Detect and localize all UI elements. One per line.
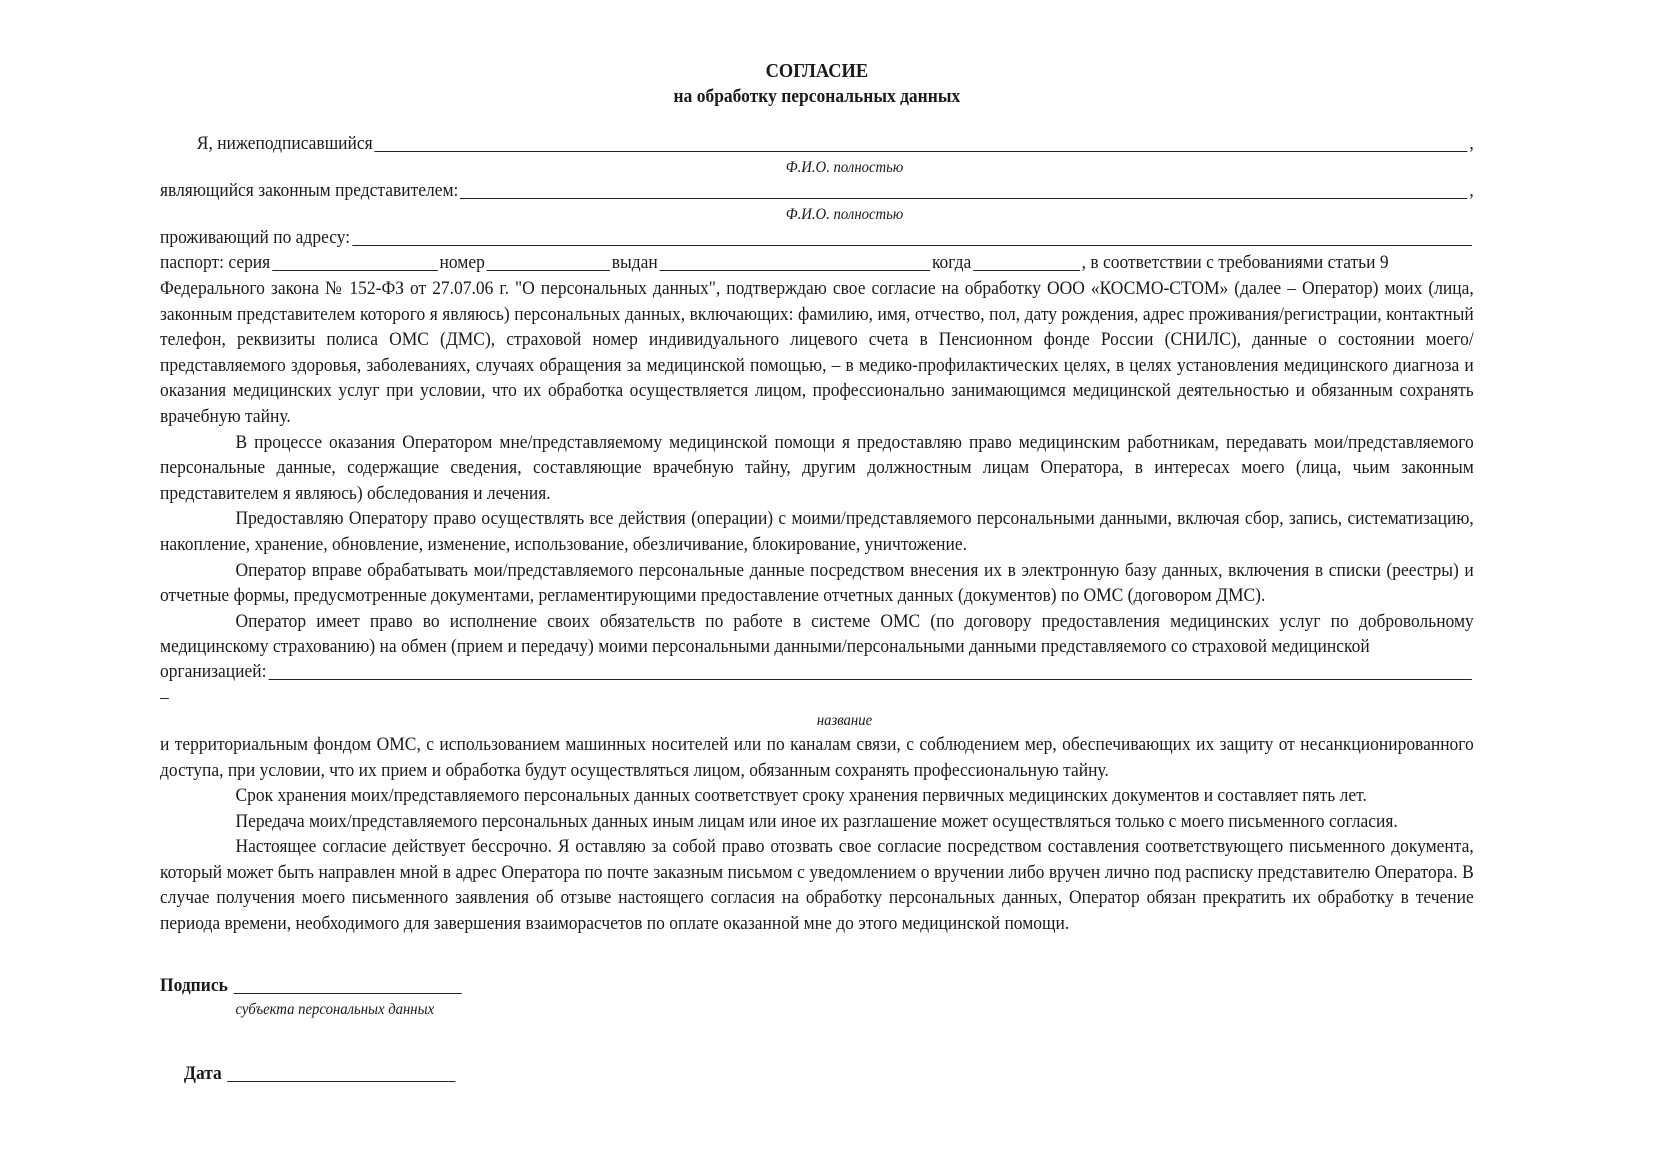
organization-label: организацией:: [160, 661, 267, 683]
organization-caption: название: [816, 711, 873, 729]
signature-block: [160, 971, 1474, 1087]
paragraph-processing: Оператор вправе обрабатывать мои/представляемого персональные данные посредством внесения их в электронную базу данных, включения в списки (реестры) и отчетные формы, предусмотренные документами, регламентирующими предоставление отчетных данных (документов) по ОМС (договором ДМС).: [160, 559, 1474, 607]
address-field-row: [160, 226, 1474, 251]
representative-blank[interactable]: [460, 197, 1467, 199]
address-blank[interactable]: [352, 244, 1472, 246]
passport-series-label: паспорт: серия: [160, 252, 271, 274]
undersigned-label: Я, нижеподписавшийся: [196, 133, 373, 155]
passport-issued-blank[interactable]: [660, 269, 930, 271]
consent-document: [160, 58, 1474, 1087]
date-blank[interactable]: [227, 1080, 455, 1082]
paragraph-territorial-fund: и территориальным фондом ОМС, с использованием машинных носителей или по каналам связи, с соблюдением мер, обеспечивающих их защиту от несанкционированного доступа, при условии, что их прием и обработка будут осуществляться лицом, обязанным сохранять профессиональную тайну.: [160, 733, 1474, 781]
signature-label: Подпись: [160, 975, 228, 997]
undersigned-caption: Ф.И.О. полностью: [785, 159, 904, 176]
undersigned-field-row: [160, 132, 1474, 157]
passport-number-label: номер: [439, 252, 485, 274]
signature-blank[interactable]: [233, 992, 461, 994]
organization-blank[interactable]: [268, 678, 1472, 680]
document-title: СОГЛАСИЕ: [765, 60, 869, 82]
passport-when-blank[interactable]: [973, 269, 1080, 271]
representative-label: являющийся законным представителем:: [160, 180, 459, 202]
organization-field-row: [160, 660, 1474, 685]
passport-tail-text: , в соответствии с требованиями статьи 9: [1081, 252, 1389, 274]
date-row: [160, 1059, 1474, 1087]
address-label: проживающий по адресу:: [160, 227, 351, 249]
comma: ,: [1469, 133, 1474, 155]
passport-number-blank[interactable]: [487, 269, 610, 271]
organization-dash: –: [160, 686, 169, 708]
representative-field-row: [160, 179, 1474, 204]
paragraph-consent: Федерального закона № 152-ФЗ от 27.07.06 г. "О персональных данных", подтверждаю свое согласие на обработку ООО «КОСМО-СТОМ» (далее – Оператор) моих (лица, законным представителем которого я являюсь) персональных данных, включающих: фамилию, имя, отчество, пол, дату рождения, адрес проживания/регистрации, контактный телефон, реквизиты полиса ОМС (ДМС), страховой номер индивидуального лицевого счета в Пенсионном фонде России (СНИЛС), данные о состоянии моего/представляемого здоровья, заболеваниях, случаях обращения за медицинской помощью, – в медико-профилактических целях, в целях установления медицинского диагноза и оказания медицинских услуг при условии, что их обработка осуществляется лицом, профессионально занимающимся медицинской деятельностью и обязанным сохранять врачебную тайну.: [160, 278, 1474, 427]
passport-series-blank[interactable]: [272, 269, 438, 271]
passport-field-row: [160, 251, 1474, 276]
paragraph-retention: Срок хранения моих/представляемого персональных данных соответствует сроку хранения первичных медицинских документов и составляет пять лет.: [235, 785, 1367, 807]
document-subtitle: на обработку персональных данных: [673, 86, 961, 107]
paragraph-transfer: Передача моих/представляемого персональных данных иным лицам или иное их разглашение может осуществляться только с моего письменного согласия.: [235, 810, 1398, 832]
passport-issued-label: выдан: [611, 252, 658, 274]
paragraph-operations: Предоставляю Оператору право осуществлять все действия (операции) с моими/представляемого персональными данными, включая сбор, запись, систематизацию, накопление, хранение, обновление, изменение, использование, обезличивание, блокирование, уничтожение.: [160, 508, 1474, 555]
passport-when-label: когда: [931, 252, 972, 274]
date-label: Дата: [183, 1063, 222, 1085]
paragraph-medical-secrecy: В процессе оказания Оператором мне/представляемому медицинской помощи я предоставляю право медицинским работникам, передавать мои/представляемого персональные данные, содержащие сведения, составляющие врачебную тайну, другим должностным лицам Оператора, в интересах моего (лица, чьим законным представителем я являюсь) обследования и лечения.: [160, 431, 1474, 504]
comma: ,: [1469, 180, 1474, 202]
representative-caption: Ф.И.О. полностью: [785, 206, 904, 223]
undersigned-blank[interactable]: [375, 150, 1468, 152]
signature-row: [160, 971, 1474, 999]
paragraph-exchange: Оператор имеет право во исполнение своих обязательств по работе в системе ОМС (по договору предоставления медицинских услуг по добровольному медицинскому страхованию) на обмен (прием и передачу) моими персональными данными/персональными данными представляемого со страховой медицинской: [160, 610, 1474, 658]
signature-caption: субъекта персональных данных: [235, 1000, 435, 1018]
paragraph-validity: Настоящее согласие действует бессрочно. Я оставляю за собой право отозвать свое согласие посредством составления соответствующего письменного документа, который может быть направлен мной в адрес Оператора по почте заказным письмом с уведомлением о вручении либо вручен лично под расписку представителю Оператора. В случае получения моего письменного заявления об отзыве настоящего согласия на обработку персональных данных, Оператор обязан прекратить их обработку в течение периода времени, необходимого для завершения взаиморасчетов по оплате оказанной мне до этого медицинской помощи.: [160, 836, 1474, 935]
